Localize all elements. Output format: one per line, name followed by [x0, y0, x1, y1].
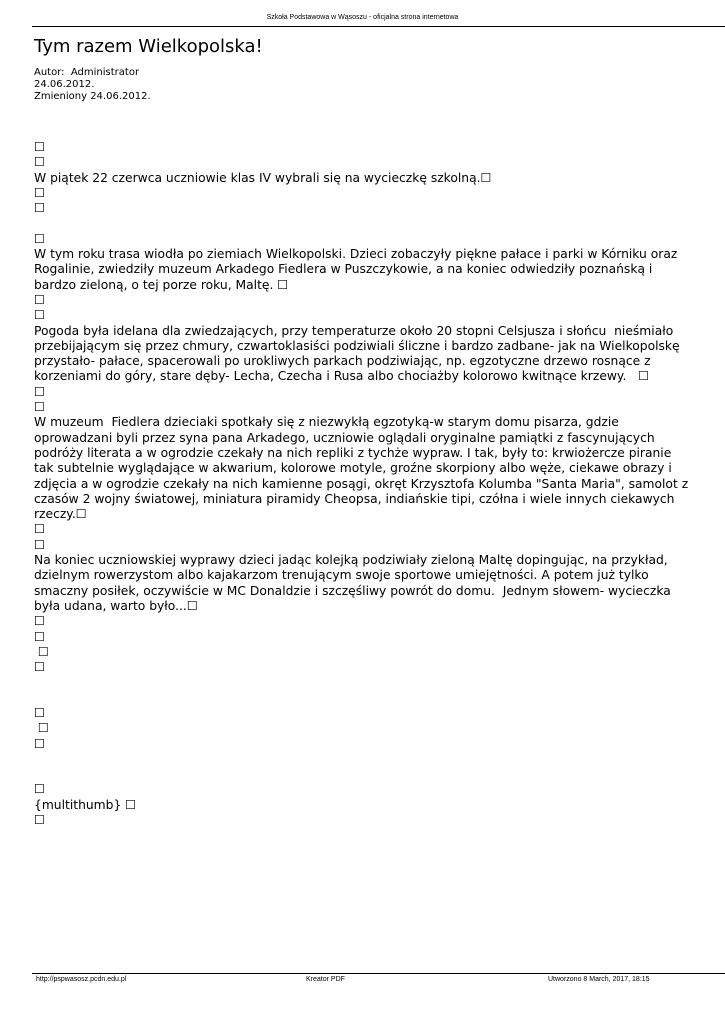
- placeholder-box: ☐: [34, 782, 46, 797]
- paragraph-weather: Pogoda była idelana dla zwiedzających, przy temperaturze około 20 stopni Celsjusza i słońcu nieśmiało przebijającym się przez chmury, czwartoklasiści podziwiali śliczne i bardzo zadbane- jak na Wielkopolskę przystało- pałace, spacerowali po urokliwych parkach podziwiając, np. egzotyczne drzewo rosnące z korzeniami do góry, stare dęby- Lecha, Czecha i Rusa albo chociażby kolorowo kwitnące krzewy. ☐: [34, 323, 684, 384]
- placeholder-box: ☐: [34, 644, 49, 659]
- created-date: 24.06.2012.: [34, 79, 95, 90]
- placeholder-box: ☐: [34, 660, 46, 675]
- site-header: Szkoła Podstawowa w Wąsoszu - oficjalna strona internetowa: [266, 14, 459, 21]
- placeholder-box: ☐: [34, 522, 46, 537]
- footer-divider: [32, 973, 725, 974]
- placeholder-box: ☐: [34, 292, 46, 307]
- placeholder-box: ☐: [34, 308, 46, 323]
- paragraph-intro: W piątek 22 czerwca uczniowie klas IV wybrali się na wycieczkę szkolną.☐: [34, 170, 492, 185]
- article-body: [34, 140, 694, 828]
- paragraph-route: W tym roku trasa wiodła po ziemiach Wielkopolski. Dzieci zobaczyły piękne pałace i parki w Kórniku oraz Rogalinie, zwiedziły muzeum Arkadego Fiedlera w Puszczykowie, a na koniec odwiedziły poznańską i bardzo zieloną, o tej porze roku, Maltę. ☐: [34, 247, 682, 292]
- placeholder-box: ☐: [34, 721, 49, 736]
- author-line: Autor: Administrator: [34, 67, 140, 78]
- placeholder-box: ☐: [34, 231, 46, 246]
- placeholder-box: ☐: [34, 736, 46, 751]
- modified-date: Zmieniony 24.06.2012.: [34, 91, 151, 102]
- article-title: Tym razem Wielkopolska!: [34, 36, 263, 57]
- article-meta: [34, 67, 151, 103]
- placeholder-box: ☐: [34, 400, 46, 415]
- placeholder-box: ☐: [34, 185, 46, 200]
- placeholder-box: ☐: [34, 705, 46, 720]
- placeholder-box: ☐: [34, 614, 46, 629]
- footer-generator: Kreator PDF: [306, 976, 345, 983]
- paragraph-museum: W muzeum Fiedlera dzieciaki spotkały się z niezwykłą egzotyką-w starym domu pisarza, gdzie oprowadzani byli przez syna pana Arkadego, uczniowie oglądali oryginalne pamiątki z fascynujących podróży literata a w ogrodzie czekały na nich repliki z tychże wypraw. I tak, były to: krwiożercze piranie tak subtelnie wyglądające w akwarium, kolorowe motyle, groźne skorpiony albo węże, ciekawe obrazy i zdjęcia a w ogrodzie czekały na nich kamienne posągi, okręt Krzysztofa Kolumba "Santa Maria", samolot z czasów 2 wojny światowej, miniatura piramidy Cheopsa, indiańskie tipi, czółna i wiele innych ciekawych rzeczy.☐: [34, 415, 693, 522]
- paragraph-ending: Na koniec uczniowskiej wyprawy dzieci jadąc kolejką podziwiały zieloną Maltę dopingując, na przykład, dzielnym rowerzystom albo kajakarzom trenującym swoje sportowe umiejętności. A potem już tylko smaczny posiłek, oczywiście w MC Donaldzie i szczęśliwy powrót do domu. Jednym słowem- wycieczka była udana, warto było...☐: [34, 553, 675, 613]
- placeholder-box: ☐: [34, 155, 46, 170]
- placeholder-box: ☐: [34, 537, 46, 552]
- header-divider: [32, 26, 725, 27]
- placeholder-box: ☐: [34, 813, 46, 828]
- placeholder-box: ☐: [34, 384, 46, 399]
- spacer: [34, 752, 694, 783]
- placeholder-box: ☐: [34, 629, 46, 644]
- multithumb-tag: {multithumb} ☐: [34, 797, 137, 812]
- placeholder-box: ☐: [34, 201, 46, 216]
- spacer: [34, 216, 694, 231]
- spacer: [34, 675, 694, 706]
- footer-created-at: Utworzono 8 March, 2017, 18:15: [548, 976, 650, 983]
- placeholder-box: ☐: [34, 140, 46, 154]
- footer-url-link[interactable]: http://pspwasosz.pcdn.edu.pl: [36, 976, 127, 983]
